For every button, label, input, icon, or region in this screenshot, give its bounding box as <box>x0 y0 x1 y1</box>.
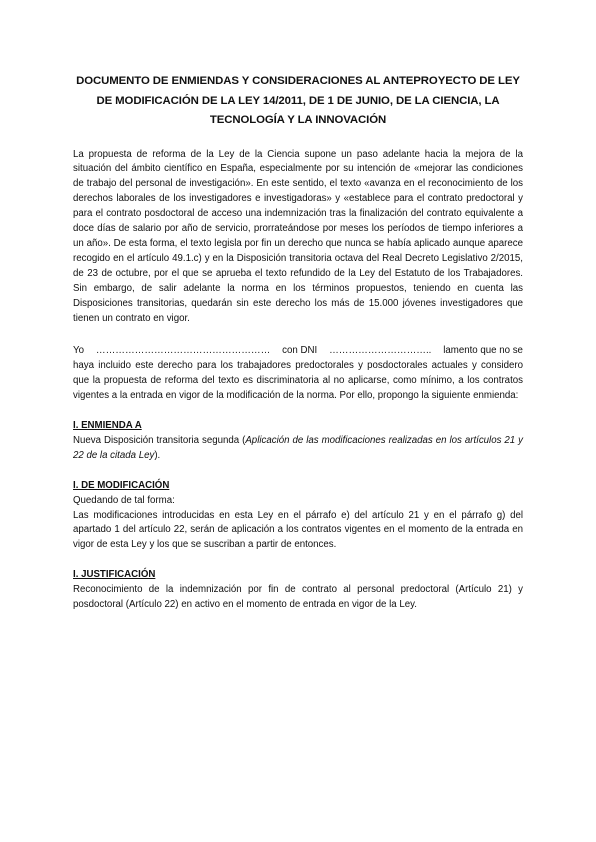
signature-con-dni: con DNI <box>282 344 318 356</box>
justificacion-body: Reconocimiento de la indemnización por fin de contrato al personal predoctoral (Artículo 21) y posdoctoral (Artículo 22) en activo en el momento de entrada en vigor de la Ley. <box>73 584 523 611</box>
modificacion-body: Las modificaciones introducidas en esta Ley en el párrafo e) del artículo 21 y en el párrafo g) del apartado 1 del artículo 22, serán de aplicación a los contratos vigentes en el momento de la entrada en vigor de esta Ley y los que se suscriban a partir de entonces. <box>73 509 523 551</box>
enmienda-text-end: ). <box>154 449 161 461</box>
document-page <box>73 72 523 613</box>
signature-block <box>73 344 523 404</box>
signature-lamento: lamento que no se <box>443 344 523 356</box>
justificacion-heading: I. JUSTIFICACIÓN <box>73 569 156 581</box>
enmienda-heading: I. ENMIENDA A <box>73 419 142 431</box>
signature-paragraph: haya incluido este derecho para los trabajadores predoctorales y posdoctorales actuales y considero que la propuesta de reforma del texto es discriminatoria al no aplicarse, como mínimo, a los contratos vigentes a la entrada en vigor de la modificación de la norma. Por ello, propongo la siguiente enmienda: <box>73 359 523 401</box>
enmienda-text <box>73 434 523 464</box>
document-title: DOCUMENTO DE ENMIENDAS Y CONSIDERACIONES AL ANTEPROYECTO DE LEY DE MODIFICACIÓN DE LA LEY 14/2011, DE 1 DE JUNIO, DE LA CIENCIA, LA TECNOLOGÍA Y LA INNOVACIÓN <box>76 75 520 126</box>
modificacion-heading: I. DE MODIFICACIÓN <box>73 479 170 491</box>
section-justificacion <box>73 568 523 613</box>
dni-blank: ………………………….. <box>329 344 432 356</box>
signature-line <box>73 344 523 359</box>
enmienda-text-italic: Aplicación de las modificaciones realizadas en los artículos 21 y 22 de la citada Ley <box>73 434 523 461</box>
section-modificacion <box>73 479 523 554</box>
signature-yo: Yo <box>73 344 84 356</box>
name-blank: ……………………………………………… <box>95 344 271 356</box>
enmienda-text-plain: Nueva Disposición transitoria segunda ( <box>73 434 246 446</box>
section-enmienda <box>73 419 523 464</box>
modificacion-line1: Quedando de tal forma: <box>73 494 175 506</box>
intro-paragraph: La propuesta de reforma de la Ley de la Ciencia supone un paso adelante hacia la mejora de la situación del ámbito científico en España, especialmente por su intención de «mejorar las condiciones de trabajo del personal de investigación». En este sentido, el texto «avanza en el reconocimiento de los derechos laborales de los investigadores e investigadoras» y «establece para el contrato predoctoral y para el contrato posdoctoral de acceso una indemnización tras la finalización del contrato equivalente a doce días de salario por año de servicio, prorrateándose por meses los períodos de tiempo inferiores a un año». De esta forma, el texto legisla por fin un derecho que nunca se había aplicado aunque aparece recogido en el artículo 49.1.c) y en la Disposición transitoria octava del Real Decreto Legislativo 2/2015, de 23 de octubre, por el que se aprueba el texto refundido de la Ley del Estatuto de los Trabajadores. Sin embargo, de salir adelante la norma en los términos propuestos, teniendo en cuenta las Disposiciones transitorias, quedarán sin este derecho los más de 15.000 jóvenes investigadores que tienen un contrato en vigor. <box>73 148 523 324</box>
